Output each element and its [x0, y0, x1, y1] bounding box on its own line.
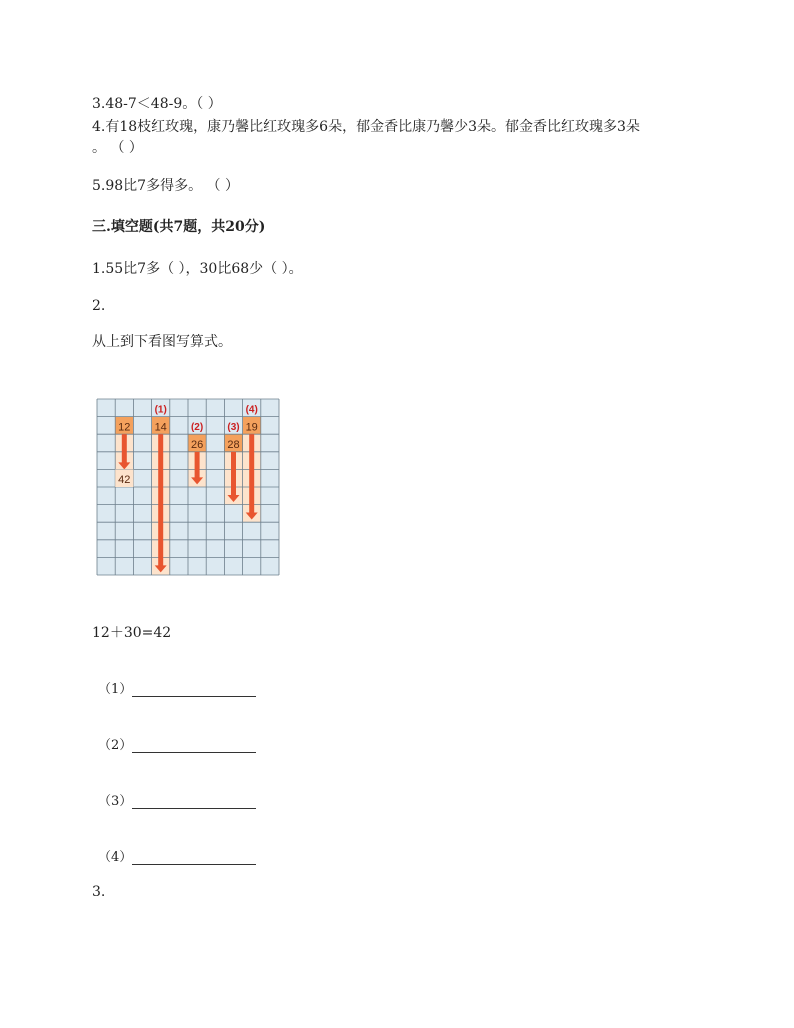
answer-blank-4[interactable]	[132, 850, 256, 865]
answer-label: （3）	[98, 794, 133, 809]
example-equation: 12＋30=42	[92, 625, 172, 641]
start-number: 14	[154, 421, 167, 434]
answer-label: （1）	[98, 682, 133, 697]
question-3: 3.48-7＜48-9。（ ）	[92, 96, 222, 112]
start-number: 26	[190, 438, 204, 451]
answer-row-3	[98, 790, 256, 809]
arrow-shaft	[249, 434, 254, 513]
answer-blank-2[interactable]	[132, 738, 256, 753]
question-4: 4.有18枝红玫瑰，康乃馨比红玫瑰多6朵，郁金香比康乃馨少3朵。郁金香比红玫瑰多3朵	[92, 119, 640, 135]
arrow-shaft	[231, 452, 236, 496]
answer-row-4	[98, 846, 256, 865]
answer-blank-1[interactable]	[132, 682, 256, 697]
start-number: 12	[118, 421, 131, 434]
column-tag: (4)	[245, 404, 258, 416]
end-number: 42	[118, 474, 131, 487]
fill-question-2-instruction: 从上到下看图写算式。	[92, 334, 232, 350]
column-tag: (3)	[227, 422, 240, 434]
fill-question-1: 1.55比7多（ ），30比68少（ ）。	[92, 261, 303, 277]
arrow-shaft	[122, 434, 127, 463]
arrow-shaft	[195, 452, 200, 479]
start-number: 28	[227, 438, 240, 451]
fill-question-2-number: 2.	[92, 298, 106, 314]
hundred-chart-figure	[95, 381, 285, 583]
answer-row-1	[98, 678, 256, 697]
answer-label: （4）	[98, 850, 133, 865]
start-number: 19	[245, 421, 258, 434]
column-tag: (1)	[154, 404, 167, 416]
section-heading: 三.填空题(共7题，共20分)	[92, 219, 266, 235]
answer-label: （2）	[98, 738, 133, 753]
arrow-shaft	[158, 434, 163, 566]
question-5: 5.98比7多得多。 （ ）	[92, 178, 239, 194]
answer-blank-3[interactable]	[132, 794, 256, 809]
answer-row-2	[98, 734, 256, 753]
fill-question-3-number: 3.	[92, 884, 106, 900]
question-4-continued: 。 （ ）	[92, 140, 143, 156]
column-tag: (2)	[190, 422, 204, 434]
